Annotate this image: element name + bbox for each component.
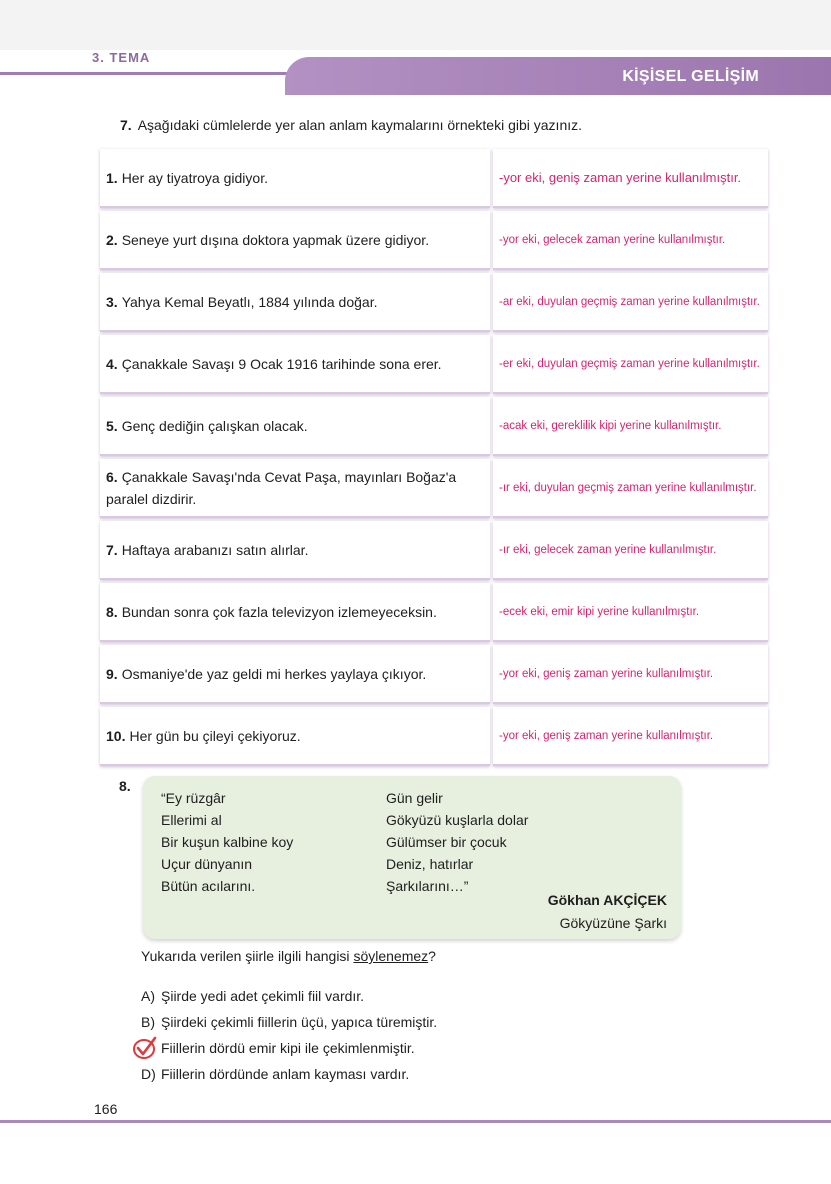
option-d[interactable] xyxy=(141,1066,409,1082)
sentence-cell xyxy=(100,707,490,766)
question-underlined: söylenemez xyxy=(353,948,429,964)
sentence-text: Seneye yurt dışına doktora yapmak üzere gidiyor. xyxy=(121,231,430,248)
answer-cell[interactable] xyxy=(493,521,768,580)
question-number: 7. xyxy=(120,117,132,133)
unit-label: 3. TEMA xyxy=(92,50,151,65)
option-text: Fiillerin dördü emir kipi ile çekimlenmiştir. xyxy=(161,1040,415,1056)
answer-cell[interactable] xyxy=(493,149,768,208)
row-number: 2. xyxy=(106,231,118,248)
sentence-cell xyxy=(100,211,490,270)
answer-cell[interactable] xyxy=(493,335,768,394)
sentence-text: Genç dediğin çalışkan olacak. xyxy=(121,417,308,434)
question-prefix: Yukarıda verilen şiirle ilgili hangisi xyxy=(141,948,354,964)
option-text: Fiillerin dördünde anlam kayması vardır. xyxy=(161,1066,410,1082)
answer-text: -yor eki, geniş zaman yerine kullanılmıştır. xyxy=(499,170,742,185)
answer-text: -ecek eki, emir kipi yerine kullanılmıştır. xyxy=(499,605,700,618)
poem-line: Bir kuşun kalbine koy xyxy=(161,834,294,850)
answer-cell[interactable] xyxy=(493,397,768,456)
option-text: Şiirdeki çekimli fiillerin üçü, yapıca türemiştir. xyxy=(161,1014,438,1030)
option-letter: B) xyxy=(141,1014,155,1030)
page-number: 166 xyxy=(94,1101,118,1117)
section-title: KİŞİSEL GELİŞİM xyxy=(622,68,759,85)
sentence-cell xyxy=(100,583,490,642)
answer-text: -yor eki, gelecek zaman yerine kullanılmıştır. xyxy=(499,233,726,246)
table-row xyxy=(100,397,768,456)
sentence-cell xyxy=(100,521,490,580)
answer-text: -acak eki, gereklilik kipi yerine kullanılmıştır. xyxy=(499,419,722,432)
sentence-cell xyxy=(100,335,490,394)
poem-line: Gün gelir xyxy=(386,790,443,806)
sentence-text: Haftaya arabanızı satın alırlar. xyxy=(121,541,309,558)
sentence-text: Osmaniye'de yaz geldi mi herkes yaylaya çıkıyor. xyxy=(121,665,427,682)
table-row xyxy=(100,149,768,208)
footer-line xyxy=(0,1120,831,1123)
answer-cell[interactable] xyxy=(493,583,768,642)
poem-line: Deniz, hatırlar xyxy=(386,856,474,872)
question-8-text xyxy=(141,948,436,964)
answer-cell[interactable] xyxy=(493,645,768,704)
table-row xyxy=(100,707,768,766)
sentence-cell xyxy=(100,459,490,518)
poem-right-column xyxy=(386,787,528,897)
row-number: 7. xyxy=(106,541,118,558)
answer-cell[interactable] xyxy=(493,211,768,270)
sentence-cell xyxy=(100,397,490,456)
table-row xyxy=(100,211,768,270)
sentence-text: Çanakkale Savaşı 9 Ocak 1916 tarihinde sona erer. xyxy=(121,355,442,372)
poem-line: Bütün acılarını. xyxy=(161,878,256,894)
row-number: 5. xyxy=(106,417,118,434)
answer-text: -yor eki, geniş zaman yerine kullanılmıştır. xyxy=(499,667,714,680)
instruction-text: Aşağıdaki cümlelerde yer alan anlam kaymalarını örnekteki gibi yazınız. xyxy=(137,117,583,133)
answer-cell[interactable] xyxy=(493,707,768,766)
option-text: Şiirde yedi adet çekimli fiil vardır. xyxy=(161,988,365,1004)
poem-box xyxy=(143,776,681,939)
answer-text: -ır eki, duyulan geçmiş zaman yerine kullanılmıştır. xyxy=(499,481,757,494)
question-8-number: 8. xyxy=(119,778,131,794)
poem-line: Gülümser bir çocuk xyxy=(386,834,507,850)
answer-cell[interactable] xyxy=(493,459,768,518)
row-number: 8. xyxy=(106,603,118,620)
sentence-text: Çanakkale Savaşı'nda Cevat Paşa, mayınları Boğaz'a paralel dizdirir. xyxy=(106,468,457,507)
question-7-instruction xyxy=(120,117,582,133)
table-row xyxy=(100,335,768,394)
option-a[interactable] xyxy=(141,988,364,1004)
sentence-text: Her gün bu çileyi çekiyoruz. xyxy=(129,727,301,744)
table-row xyxy=(100,645,768,704)
poem-line: Ellerimi al xyxy=(161,812,222,828)
poem-line: Şarkılarını…” xyxy=(386,878,469,894)
table-row xyxy=(100,521,768,580)
row-number: 6. xyxy=(106,468,118,485)
row-number: 1. xyxy=(106,169,118,186)
sentence-cell xyxy=(100,645,490,704)
option-b[interactable] xyxy=(141,1014,437,1030)
table-row xyxy=(100,273,768,332)
sentence-text: Yahya Kemal Beyatlı, 1884 yılında doğar. xyxy=(121,293,378,310)
question-suffix: ? xyxy=(428,948,436,964)
answer-text: -ar eki, duyulan geçmiş zaman yerine kullanılmıştır. xyxy=(499,295,760,308)
poem-line: Uçur dünyanın xyxy=(161,856,253,872)
option-letter: A) xyxy=(141,988,155,1004)
row-number: 10. xyxy=(106,727,126,744)
sentence-cell xyxy=(100,273,490,332)
poem-line: “Ey rüzgâr xyxy=(161,790,226,806)
poem-author: Gökhan AKÇİÇEK xyxy=(547,892,667,908)
sentence-text: Her ay tiyatroya gidiyor. xyxy=(121,169,268,186)
answer-text: -yor eki, geniş zaman yerine kullanılmıştır. xyxy=(499,729,714,742)
option-c[interactable] xyxy=(141,1040,415,1056)
row-number: 4. xyxy=(106,355,118,372)
poem-line: Gökyüzü kuşlarla dolar xyxy=(386,812,529,828)
sentence-text: Bundan sonra çok fazla televizyon izlemeyeceksin. xyxy=(121,603,437,620)
table-row xyxy=(100,459,768,518)
checkmark-icon xyxy=(131,1034,159,1062)
table-row xyxy=(100,583,768,642)
answer-text: -ır eki, gelecek zaman yerine kullanılmıştır. xyxy=(499,543,717,556)
sentence-cell xyxy=(100,149,490,208)
answer-cell[interactable] xyxy=(493,273,768,332)
answer-text: -er eki, duyulan geçmiş zaman yerine kullanılmıştır. xyxy=(499,357,760,370)
option-letter: D) xyxy=(141,1066,156,1082)
poem-title: Gökyüzüne Şarkı xyxy=(559,915,667,931)
top-strip xyxy=(0,0,831,50)
row-number: 3. xyxy=(106,293,118,310)
row-number: 9. xyxy=(106,665,118,682)
poem-left-column xyxy=(161,787,293,897)
